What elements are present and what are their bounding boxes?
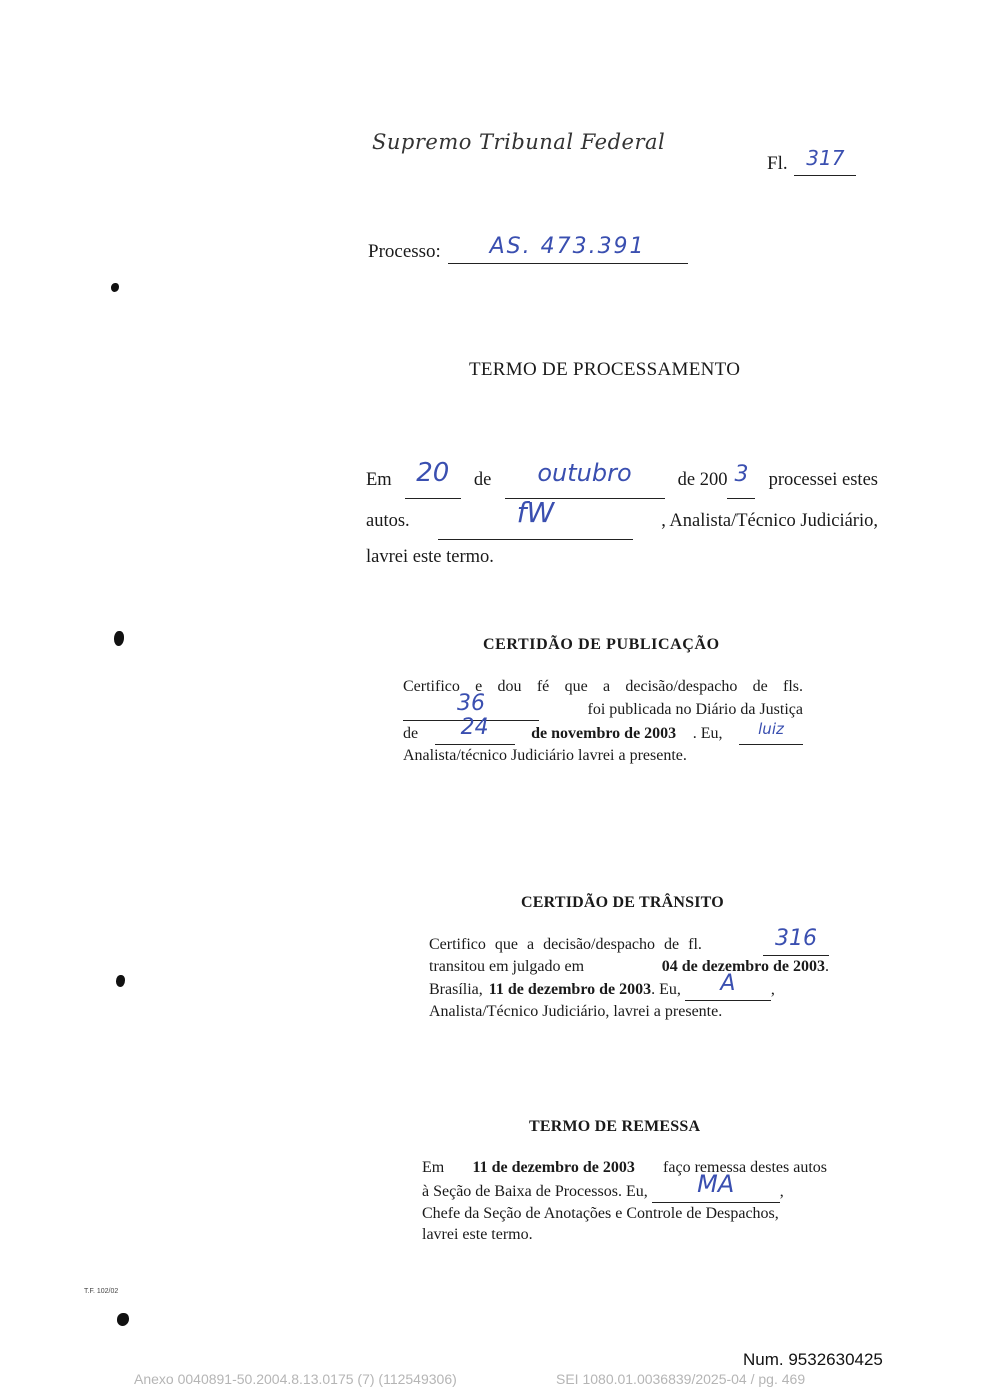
folio — [767, 146, 856, 176]
processo-number: AS. 473.391 — [489, 234, 646, 259]
transito-fl-number: 316 — [775, 926, 817, 951]
punch-mark-3 — [116, 975, 125, 987]
transito-line-3a: Brasília, — [429, 981, 483, 998]
de-year-prefix: de 200 — [677, 470, 728, 490]
remessa-line-3: Chefe da Seção de Anotações e Controle de Despachos, — [422, 1205, 779, 1222]
termo-remessa-body: Em 11 de dezembro de 2003 faço remessa destes autos à Seção de Baixa de Processos. Eu, MA , Chefe da Seção de Anotações e Controle de Despachos, lavrei este termo. — [422, 1159, 827, 1243]
publicacao-date: de novembro de 2003 — [531, 725, 677, 742]
transito-line-4: Analista/Técnico Judiciário, lavrei a presente. — [429, 1003, 723, 1020]
transito-line-2a: transitou em julgado em — [429, 958, 585, 975]
em-word: Em — [366, 470, 392, 490]
document-number: Num. 9532630425 — [743, 1350, 883, 1369]
analyst-initials: fW — [516, 496, 555, 529]
termo-processamento-title: TERMO DE PROCESSAMENTO — [469, 359, 741, 380]
transito-line-1: Certifico que a decisão/despacho de fl. — [429, 936, 702, 953]
court-header: Supremo Tribunal Federal — [372, 130, 666, 154]
folio-number: 317 — [806, 146, 845, 170]
remessa-date: 11 de dezembro de 2003 — [472, 1159, 635, 1176]
transito-date: 04 de dezembro de 2003 — [661, 958, 825, 975]
certidao-transito-title: CERTIDÃO DE TRÂNSITO — [521, 894, 724, 911]
processo-line — [368, 234, 688, 264]
processing-year-digit: 3 — [734, 462, 749, 487]
publicacao-line-1: Certifico e dou fé que a decisão/despacho de fls. — [403, 678, 803, 695]
annex-reference: Anexo 0040891-50.2004.8.13.0175 (7) (112549306) — [134, 1371, 457, 1387]
folio-label: Fl. — [767, 153, 788, 174]
remessa-line-1b: faço remessa destes autos — [663, 1159, 827, 1176]
publicacao-day: 24 — [460, 715, 489, 740]
publicacao-eu: . Eu, — [692, 725, 723, 742]
remessa-signature: MA — [697, 1170, 735, 1198]
publicacao-signature: luiz — [758, 720, 784, 738]
publicacao-line-4: Analista/técnico Judiciário lavrei a presente. — [403, 747, 687, 764]
remessa-line-4: lavrei este termo. — [422, 1226, 533, 1243]
processei-text: processei estes — [768, 470, 878, 490]
punch-mark-1 — [111, 283, 119, 292]
sei-reference: SEI 1080.01.0036839/2025-04 / pg. 469 — [556, 1371, 806, 1387]
remessa-line-2: à Seção de Baixa de Processos. Eu, — [422, 1183, 648, 1200]
transito-date-2: 11 de dezembro de 2003 — [488, 981, 652, 998]
processo-label: Processo: — [368, 241, 441, 262]
remessa-em: Em — [422, 1159, 445, 1176]
termo-processamento-body — [366, 460, 878, 575]
certidao-publicacao-title: CERTIDÃO DE PUBLICAÇÃO — [483, 636, 720, 653]
analyst-role: , Analista/Técnico Judiciário, — [661, 511, 878, 531]
processing-month: outubro — [537, 459, 632, 487]
punch-mark-2 — [114, 631, 124, 646]
publicacao-de: de — [403, 725, 419, 742]
autos-word: autos. — [366, 511, 410, 531]
publicacao-line-2: foi publicada no Diário da Justiça — [587, 701, 803, 718]
transito-signature: A — [720, 971, 736, 996]
de-word: de — [473, 470, 492, 490]
termo-remessa-title: TERMO DE REMESSA — [529, 1118, 701, 1135]
processing-day: 20 — [416, 458, 450, 488]
publicacao-fls-number: 36 — [457, 691, 485, 716]
transito-eu: . Eu, — [651, 981, 681, 998]
certidao-publicacao-body — [403, 676, 803, 766]
form-code: T.F. 102/02 — [84, 1288, 119, 1295]
termo-closing: lavrei este termo. — [366, 547, 494, 567]
punch-mark-4 — [117, 1313, 129, 1326]
certidao-transito-body: Certifico que a decisão/despacho de fl. 316 transitou em julgado em 04 de dezembro de 2003. Brasília, 11 de dezembro de 2003 . Eu, A , Analista/Técnico Judiciário, lavrei a presente. — [429, 926, 829, 1020]
